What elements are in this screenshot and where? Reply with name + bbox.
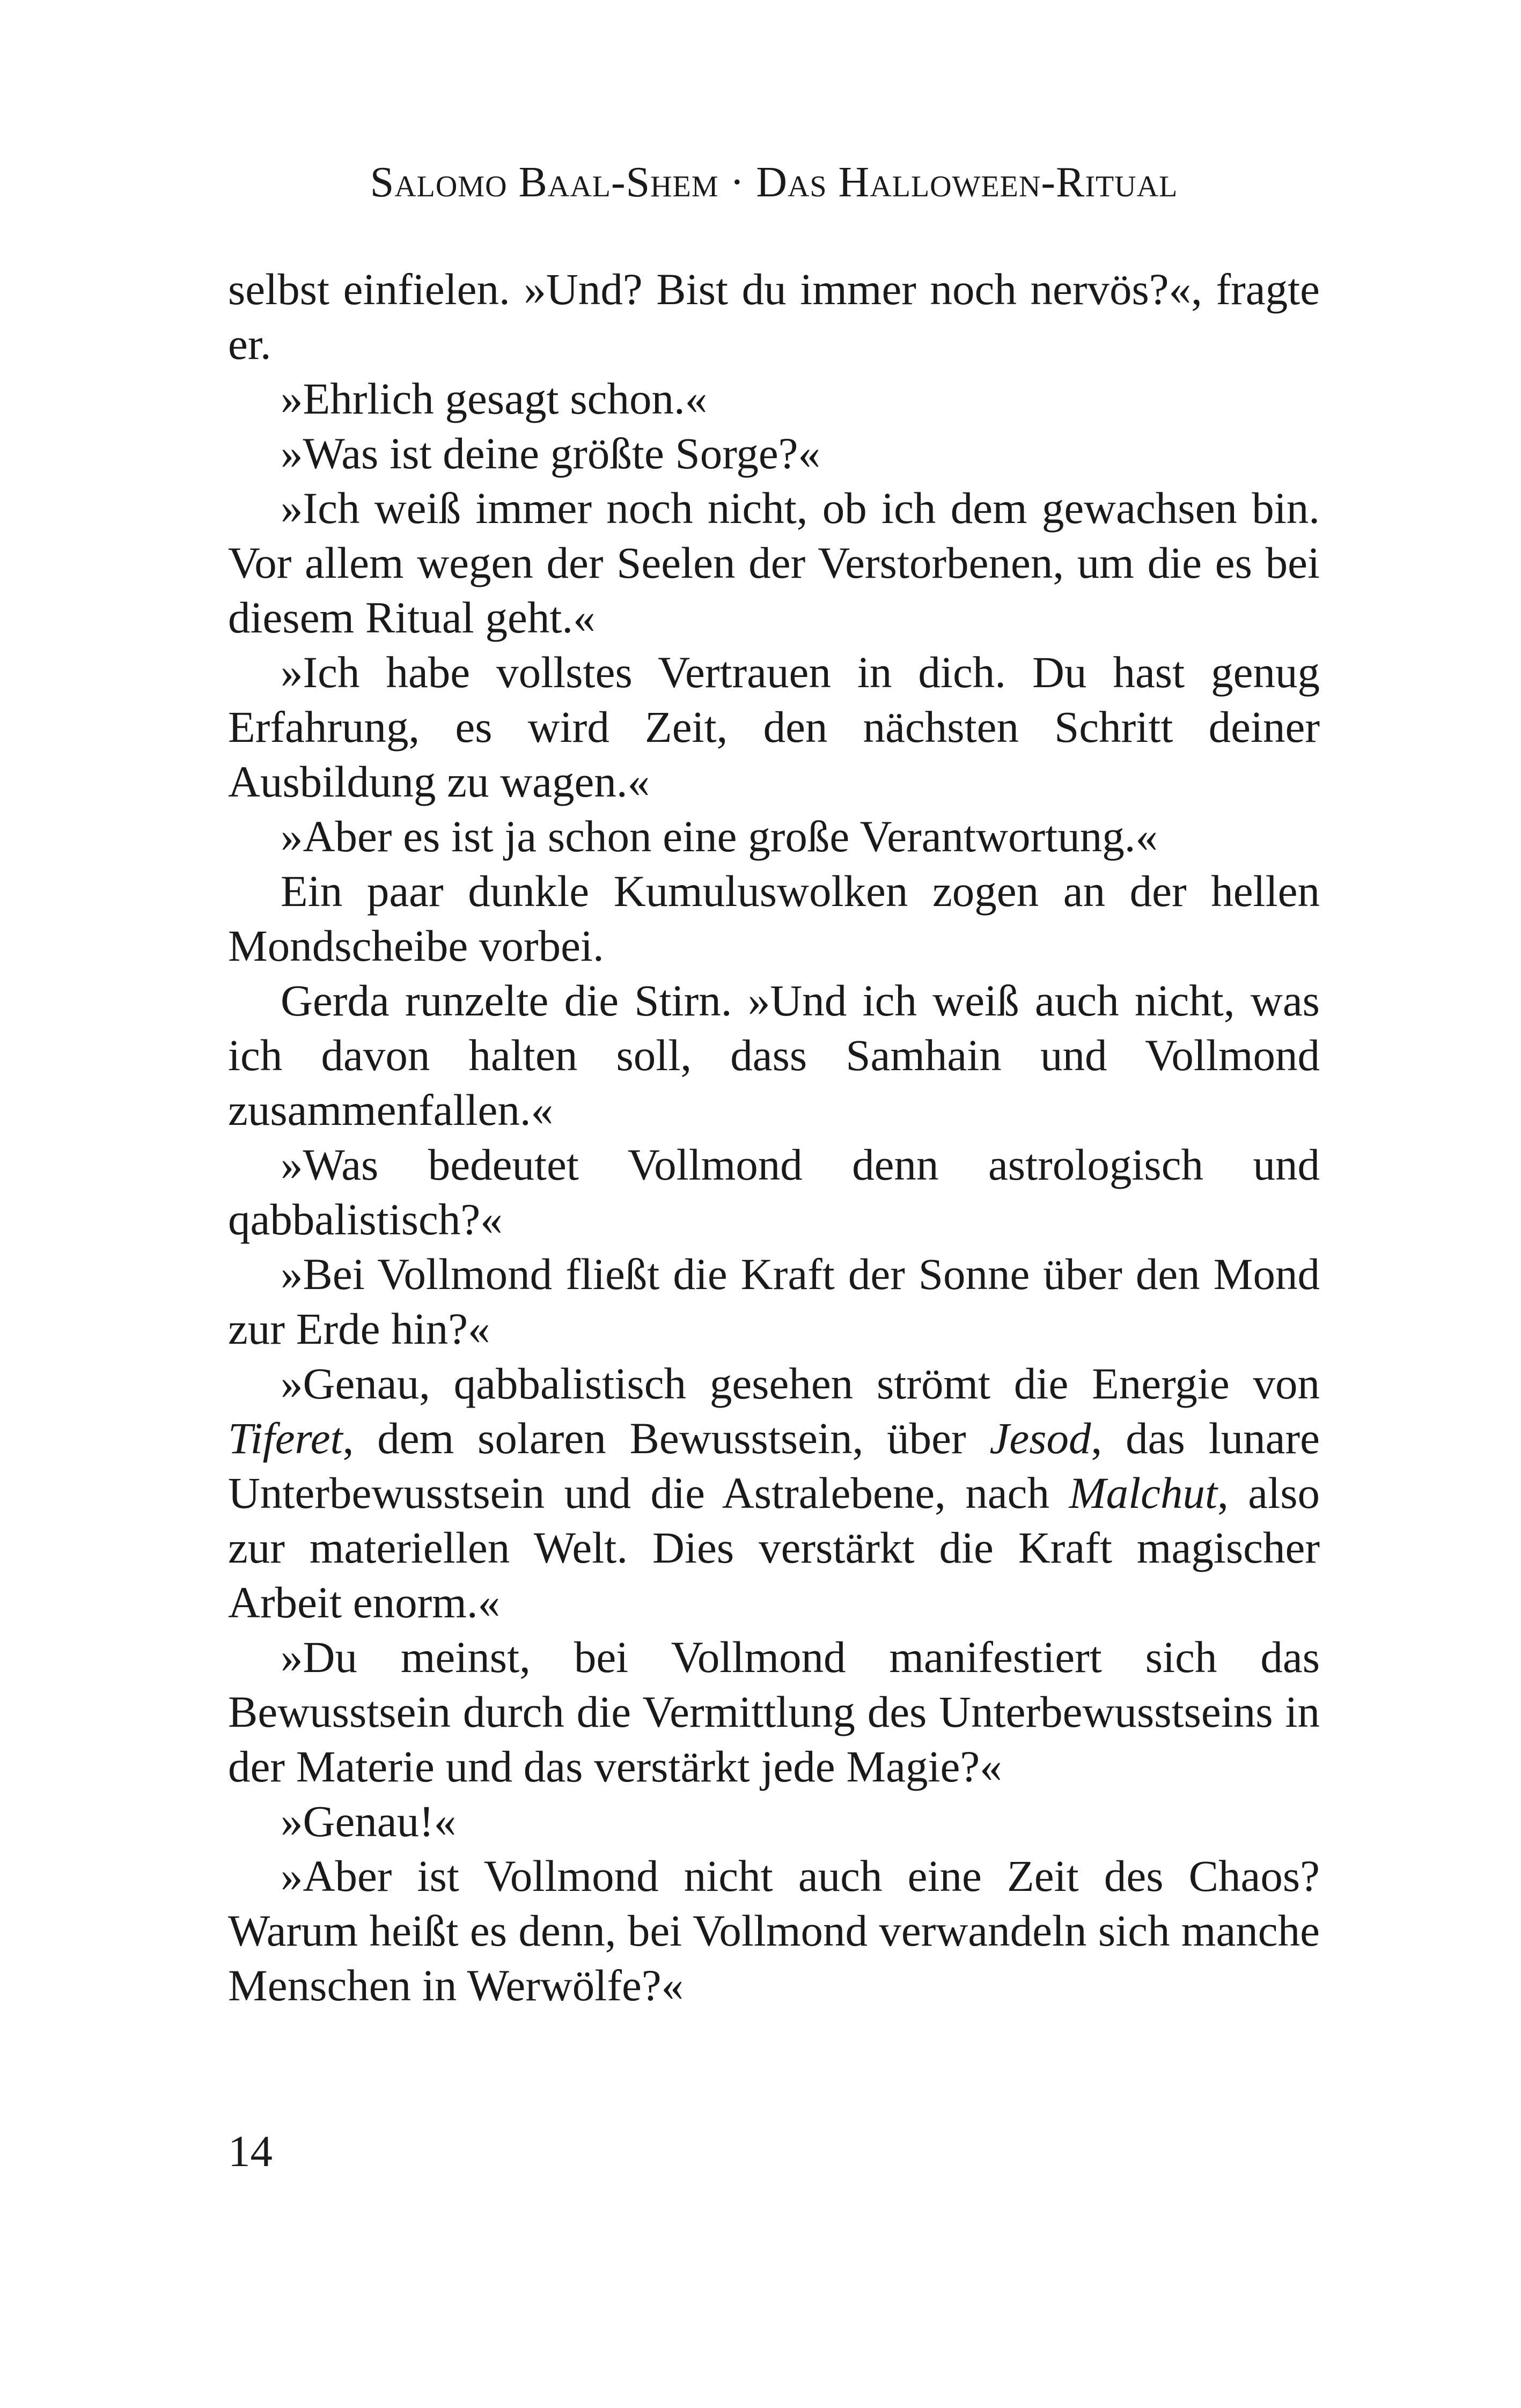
- text-run: »Genau, qabbalistisch gesehen strömt die Energie von: [281, 1359, 1320, 1408]
- paragraph: »Was bedeutet Vollmond denn astrologisch und qabbalistisch?«: [228, 1140, 1320, 1244]
- paragraph: »Ehrlich gesagt schon.«: [281, 374, 708, 423]
- running-head-title: Das Halloween-Ritual: [756, 159, 1178, 206]
- italic-term-tiferet: Tiferet: [228, 1413, 343, 1463]
- running-head-separator: ·: [730, 159, 745, 206]
- text-run: , also zur materiellen Welt. Dies verstärkt die Kraft magischer Arbeit enorm.«: [228, 1468, 1320, 1627]
- italic-term-jesod: Jesod: [989, 1413, 1091, 1463]
- paragraph: »Ich weiß immer noch nicht, ob ich dem gewachsen bin. Vor allem wegen der Seelen der Verstorbenen, um die es bei diesem Ritual geht.«: [228, 483, 1320, 642]
- body-text: [228, 262, 1320, 2013]
- running-head-author: Salomo Baal-Shem: [370, 159, 719, 206]
- paragraph: »Aber ist Vollmond nicht auch eine Zeit des Chaos? Warum heißt es denn, bei Vollmond verwandeln sich manche Menschen in Werwölfe?«: [228, 1851, 1320, 2010]
- paragraph-with-italics: [228, 1356, 1320, 1630]
- page-number: 14: [228, 2126, 273, 2176]
- paragraph: »Genau!«: [281, 1796, 457, 1846]
- italic-term-malchut: Malchut: [1069, 1468, 1218, 1518]
- paragraph: Ein paar dunkle Kumuluswolken zogen an der hellen Mondscheibe vorbei.: [228, 866, 1320, 970]
- paragraph: »Ich habe vollstes Vertrauen in dich. Du hast genug Erfahrung, es wird Zeit, den nächsten Schritt deiner Ausbildung zu wagen.«: [228, 647, 1320, 806]
- paragraph: »Bei Vollmond fließt die Kraft der Sonne über den Mond zur Erde hin?«: [228, 1249, 1320, 1353]
- text-run: , dem solaren Bewusstsein, über: [342, 1413, 990, 1463]
- text-run: , das lunare Unterbewusstsein und die Astralebene, nach: [228, 1413, 1320, 1518]
- paragraph: »Was ist deine größte Sorge?«: [281, 429, 821, 478]
- paragraph: »Du meinst, bei Vollmond manifestiert sich das Bewusstsein durch die Vermittlung des Unterbewusstseins in der Materie und das verstärkt jede Magie?«: [228, 1632, 1320, 1791]
- paragraph: »Aber es ist ja schon eine große Verantwortung.«: [281, 812, 1158, 861]
- running-head: [228, 156, 1320, 209]
- paragraph-continuation: selbst einfielen. »Und? Bist du immer noch nervös?«, fragte er.: [228, 264, 1320, 369]
- paragraph: Gerda runzelte die Stirn. »Und ich weiß auch nicht, was ich davon halten soll, dass Samhain und Vollmond zusammenfallen.«: [228, 976, 1320, 1135]
